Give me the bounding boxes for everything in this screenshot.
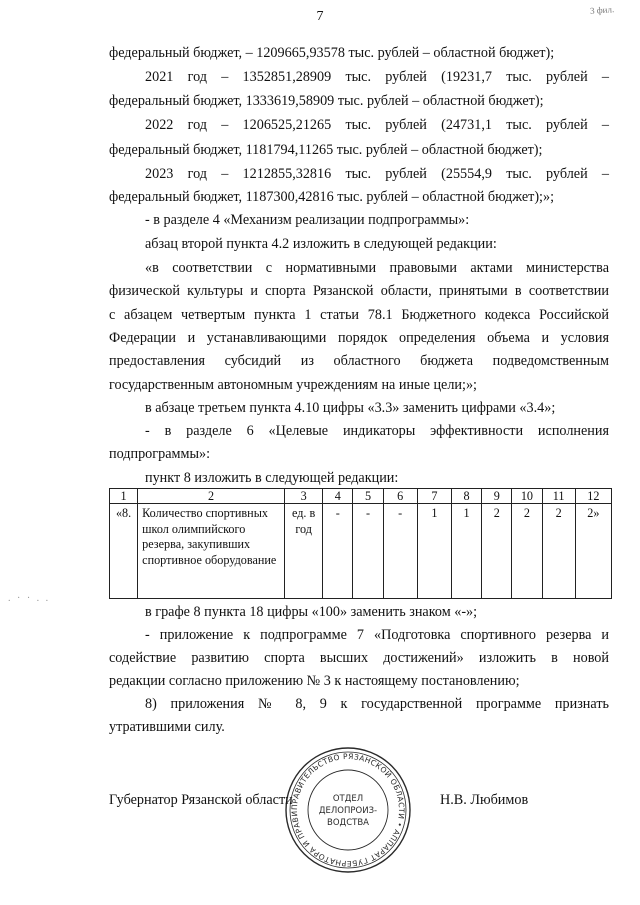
- text-line-19: пункт 8 изложить в следующей редакции:: [145, 470, 399, 486]
- table-header-cell: 4: [323, 489, 353, 504]
- text-line-20: в графе 8 пункта 18 цифры «100» заменить знаком «-»;: [145, 604, 478, 620]
- text-line-24: 8) приложения № 8, 9 к государственной программе признать: [145, 696, 609, 712]
- table-header-cell: 10: [512, 489, 542, 504]
- text-line-13: Федерации и устанавливающими порядок определения объема и условия: [109, 330, 609, 346]
- table-header-cell: 8: [452, 489, 482, 504]
- corner-handwritten-mark: 3 фил.: [589, 4, 615, 16]
- row-number-cell: «8.: [110, 504, 138, 599]
- text-line-12: с абзацем четвертым пункта 1 статьи 78.1 Бюджетного кодекса Российской: [109, 307, 609, 323]
- text-line-16: в абзаце третьем пункта 4.10 цифры «3.3» заменить цифрами «3.4»;: [145, 400, 556, 416]
- text-line-21: - приложение к подпрограмме 7 «Подготовка спортивного резерва и: [145, 627, 609, 643]
- text-line-10: «в соответствии с нормативными правовыми актами министерства: [145, 260, 609, 276]
- table-header-cell: 1: [110, 489, 138, 504]
- text-line-4: 2022 год – 1206525,21265 тыс. рублей (24731,1 тыс. рублей –: [145, 117, 609, 133]
- unit-cell: ед. в год: [285, 504, 323, 599]
- value-cell: 2: [542, 504, 575, 599]
- table-header-cell: 9: [482, 489, 512, 504]
- text-line-5: федеральный бюджет, 1181794,11265 тыс. рублей – областной бюджет);: [109, 142, 543, 158]
- margin-dots: . · · . .: [8, 593, 51, 604]
- table-row: [110, 504, 612, 599]
- text-line-6: 2023 год – 1212855,32816 тыс. рублей (25554,9 тыс. рублей –: [145, 166, 609, 182]
- value-cell: -: [383, 504, 417, 599]
- table-header-cell: 3: [285, 489, 323, 504]
- stamp-center-line-3: ВОДСТВА: [327, 818, 369, 828]
- table-header-row: [110, 489, 612, 504]
- value-cell: 2»: [575, 504, 611, 599]
- table-header-cell: 11: [542, 489, 575, 504]
- text-line-11: физической культуры и спорта Рязанской области, принятыми в соответствии: [109, 283, 609, 299]
- official-stamp: [283, 745, 413, 875]
- page-number: 7: [316, 9, 324, 24]
- text-line-23: редакции согласно приложению № 3 к настоящему постановлению;: [109, 673, 520, 689]
- signatory-name: Н.В. Любимов: [440, 792, 529, 808]
- text-line-3: федеральный бюджет, 1333619,58909 тыс. рублей – областной бюджет);: [109, 93, 544, 109]
- text-line-2: 2021 год – 1352851,28909 тыс. рублей (19231,7 тыс. рублей –: [145, 69, 609, 85]
- stamp-seal-svg: [283, 745, 413, 875]
- table-header-cell: 5: [353, 489, 383, 504]
- text-line-22: содействие развитию спорта высших достижений» изложить в новой: [109, 650, 609, 666]
- value-cell: -: [353, 504, 383, 599]
- text-line-9: абзац второй пункта 4.2 изложить в следующей редакции:: [145, 236, 497, 252]
- text-line-14: предоставления субсидий из областного бюджета подведомственным: [109, 353, 609, 369]
- stamp-ring-text: ПРАВИТЕЛЬСТВО РЯЗАНСКОЙ ОБЛАСТИ • АППАРАТ ГУБЕРНАТОРА И ПРАВИ: [289, 751, 407, 869]
- table-header-cell: 7: [417, 489, 451, 504]
- text-line-18: подпрограммы»:: [109, 446, 211, 462]
- indicators-table: [109, 488, 612, 599]
- text-line-25: утратившими силу.: [109, 719, 225, 735]
- indicator-name-cell: Количество спортивных школ олимпийского резерва, закупивших спортивное оборудование: [138, 504, 285, 599]
- text-line-17: - в разделе 6 «Целевые индикаторы эффективности исполнения: [145, 423, 609, 439]
- text-line-1: федеральный бюджет, – 1209665,93578 тыс. рублей – областной бюджет);: [109, 45, 555, 61]
- value-cell: -: [323, 504, 353, 599]
- signatory-position: Губернатор Рязанской области: [109, 792, 293, 808]
- table-header-cell: 2: [138, 489, 285, 504]
- stamp-center-line-2: ДЕЛОПРОИЗ-: [318, 806, 378, 816]
- value-cell: 1: [452, 504, 482, 599]
- text-line-15: государственным автономным учреждениям на иные цели;»;: [109, 377, 477, 393]
- value-cell: 1: [417, 504, 451, 599]
- value-cell: 2: [482, 504, 512, 599]
- text-line-8: - в разделе 4 «Механизм реализации подпрограммы»:: [145, 212, 470, 228]
- text-line-7: федеральный бюджет, 1187300,42816 тыс. рублей – областной бюджет);»;: [109, 189, 555, 205]
- table-header-cell: 12: [575, 489, 611, 504]
- value-cell: 2: [512, 504, 542, 599]
- table-header-cell: 6: [383, 489, 417, 504]
- stamp-center-line-1: ОТДЕЛ: [332, 794, 364, 804]
